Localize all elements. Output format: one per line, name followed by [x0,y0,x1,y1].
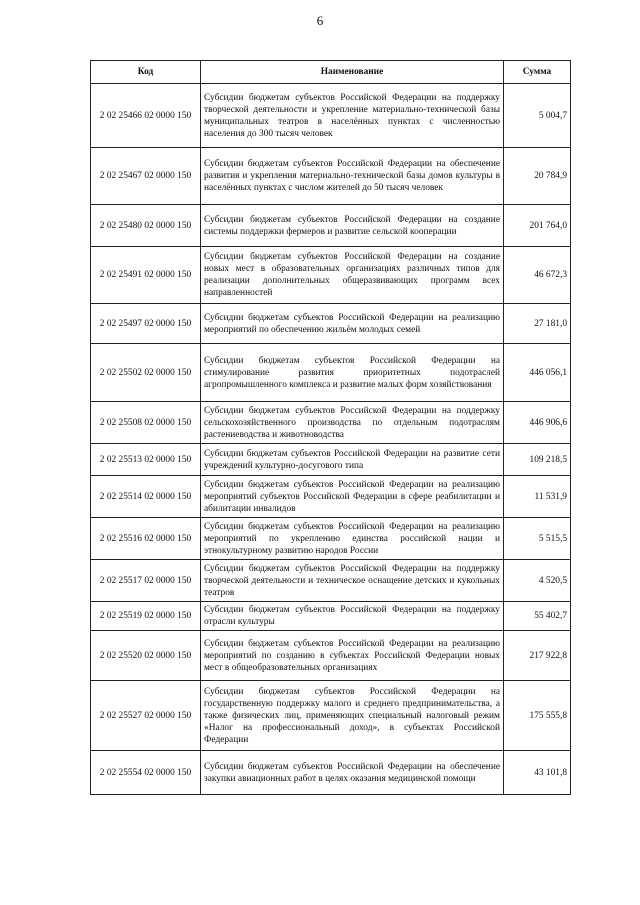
row-name: Субсидии бюджетам субъектов Российской Федерации на развитие сети учреждений культурно-досугового типа [201,444,504,476]
row-name: Субсидии бюджетам субъектов Российской Федерации на реализацию мероприятий по обеспечению жильём молодых семей [201,304,504,344]
row-code: 2 02 25513 02 0000 150 [91,444,201,476]
row-code: 2 02 25508 02 0000 150 [91,402,201,444]
row-sum: 46 672,3 [504,247,571,304]
row-code: 2 02 25516 02 0000 150 [91,518,201,560]
row-sum: 201 764,0 [504,205,571,247]
table-row [91,444,571,476]
row-sum: 11 531,9 [504,476,571,518]
table-row [91,681,571,751]
table-body [91,84,571,795]
row-sum: 5 004,7 [504,84,571,148]
row-name: Субсидии бюджетам субъектов Российской Федерации на поддержку творческой деятельности и техническое оснащение детских и кукольных театров [201,560,504,602]
row-name: Субсидии бюджетам субъектов Российской Федерации на государственную поддержку малого и среднего предпринимательства, а также физических лиц, применяющих специальный налоговый режим «Налог на профессиональный доход», в субъектах Российской Федерации [201,681,504,751]
row-sum: 55 402,7 [504,602,571,631]
table-row [91,304,571,344]
table-header-row [91,61,571,84]
row-code: 2 02 25502 02 0000 150 [91,344,201,402]
row-sum: 175 555,8 [504,681,571,751]
table-row [91,476,571,518]
row-name: Субсидии бюджетам субъектов Российской Федерации на создание системы поддержки фермеров и развитие сельской кооперации [201,205,504,247]
row-code: 2 02 25480 02 0000 150 [91,205,201,247]
row-sum: 446 056,1 [504,344,571,402]
column-header-name: Наименование [201,61,504,84]
row-name: Субсидии бюджетам субъектов Российской Федерации на реализацию мероприятий субъектов Российской Федерации в сфере реабилитации и абилитации инвалидов [201,476,504,518]
revenue-table [90,60,571,795]
row-sum: 5 515,5 [504,518,571,560]
row-code: 2 02 25517 02 0000 150 [91,560,201,602]
table-row [91,247,571,304]
page-number: 6 [316,13,324,28]
row-name: Субсидии бюджетам субъектов Российской Федерации на создание новых мест в образовательных организациях различных типов для реализации дополнительных общеразвивающих программ всех направленностей [201,247,504,304]
row-name: Субсидии бюджетам субъектов Российской Федерации на реализацию мероприятий по созданию в субъектах Российской Федерации новых мест в общеобразовательных организациях [201,631,504,681]
row-name: Субсидии бюджетам субъектов Российской Федерации на обеспечение закупки авиационных работ в целях оказания медицинской помощи [201,751,504,795]
row-code: 2 02 25520 02 0000 150 [91,631,201,681]
row-name: Субсидии бюджетам субъектов Российской Федерации на стимулирование развития приоритетных подотраслей агропромышленного комплекса и развитие малых форм хозяйствования [201,344,504,402]
column-header-code: Код [91,61,201,84]
table-row [91,84,571,148]
table-row [91,602,571,631]
row-code: 2 02 25466 02 0000 150 [91,84,201,148]
table-row [91,344,571,402]
row-sum: 20 784,9 [504,148,571,205]
row-name: Субсидии бюджетам субъектов Российской Федерации на поддержку отрасли культуры [201,602,504,631]
table-row [91,631,571,681]
row-sum: 43 101,8 [504,751,571,795]
table-row [91,148,571,205]
row-name: Субсидии бюджетам субъектов Российской Федерации на обеспечение развития и укрепления материально-технической базы домов культуры в населённых пунктах с числом жителей до 50 тысяч человек [201,148,504,205]
row-name: Субсидии бюджетам субъектов Российской Федерации на реализацию мероприятий по укреплению единства российской нации и этнокультурному развитию народов России [201,518,504,560]
table-row [91,205,571,247]
row-name: Субсидии бюджетам субъектов Российской Федерации на поддержку сельскохозяйственного производства по отдельным подотраслям растениеводства и животноводства [201,402,504,444]
row-name: Субсидии бюджетам субъектов Российской Федерации на поддержку творческой деятельности и укрепление материально-технической базы муниципальных театров в населённых пунктах с численностью населения до 300 тысяч человек [201,84,504,148]
table-row [91,751,571,795]
row-sum: 109 218,5 [504,444,571,476]
row-code: 2 02 25554 02 0000 150 [91,751,201,795]
table-row [91,560,571,602]
row-code: 2 02 25514 02 0000 150 [91,476,201,518]
row-sum: 217 922,8 [504,631,571,681]
row-sum: 4 520,5 [504,560,571,602]
column-header-sum: Сумма [504,61,571,84]
row-code: 2 02 25527 02 0000 150 [91,681,201,751]
table-row [91,402,571,444]
row-code: 2 02 25491 02 0000 150 [91,247,201,304]
row-code: 2 02 25519 02 0000 150 [91,602,201,631]
table-row [91,518,571,560]
row-code: 2 02 25497 02 0000 150 [91,304,201,344]
row-code: 2 02 25467 02 0000 150 [91,148,201,205]
row-sum: 27 181,0 [504,304,571,344]
row-sum: 446 906,6 [504,402,571,444]
